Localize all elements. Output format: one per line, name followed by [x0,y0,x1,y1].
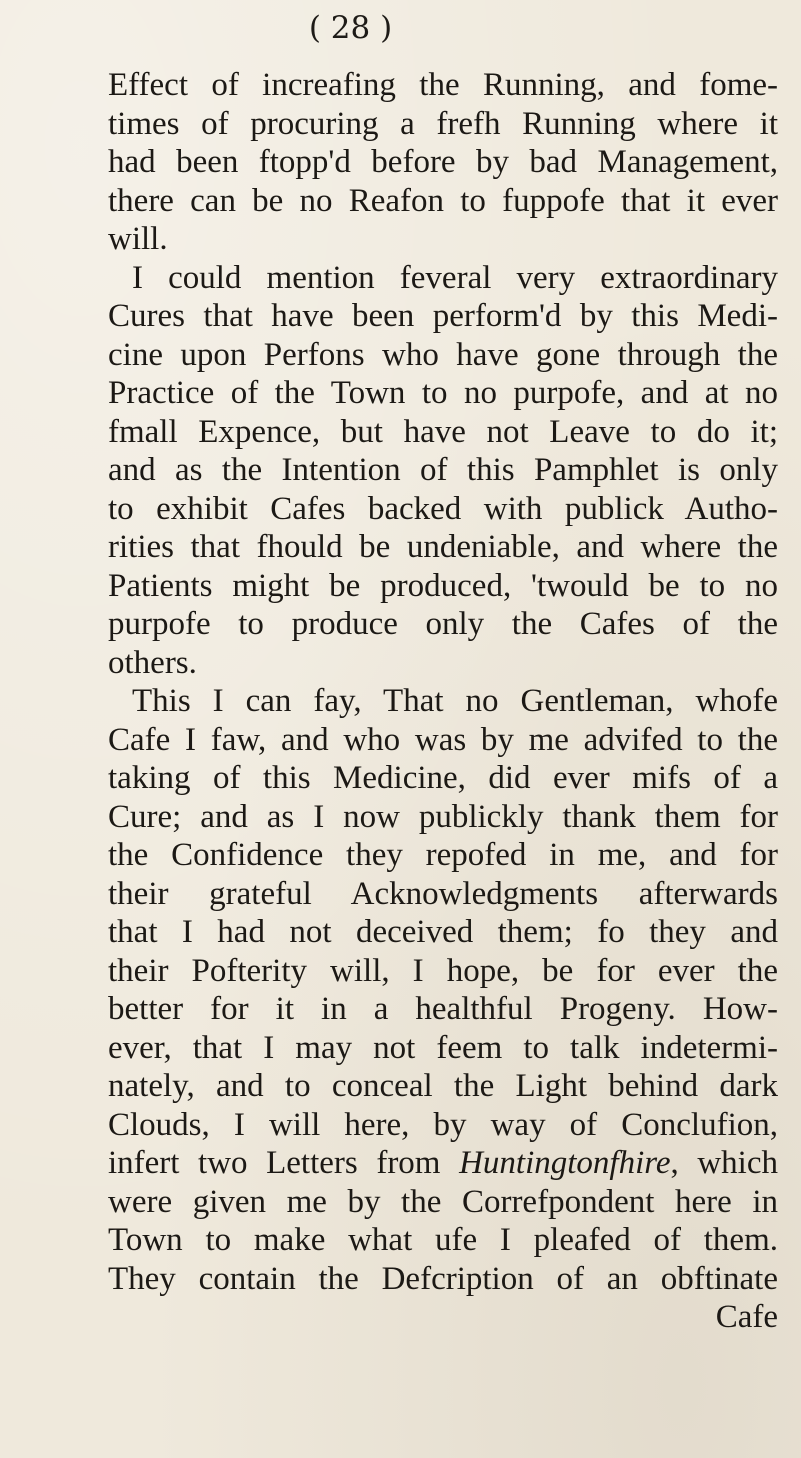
text-line: They contain the Defcription of an obftinate [108,1260,778,1297]
page-number: ( 28 ) [308,10,393,46]
text-line: others. [108,644,197,681]
text-line: I could mention feveral very extraordinary [132,259,778,296]
text-line: fmall Expence, but have not Leave to do it; [108,413,778,450]
body-text [108,66,778,1337]
text-line: rities that fhould be undeniable, and where the [108,529,778,565]
text-line: nately, and to conceal the Light behind dark [108,1068,778,1104]
text-line: and as the Intention of this Pamphlet is only [108,452,778,488]
text-line: times of procuring a frefh Running where it [108,105,778,142]
text-line: better for it in a healthful Progeny. How- [108,991,778,1027]
catchword: Cafe [715,1299,778,1335]
text-line: will. [108,221,168,257]
text-fragment: infert two Letters from [108,1145,460,1181]
text-line: their Pofterity will, I hope, be for ever the [108,952,778,989]
text-line: there can be no Reafon to fuppofe that it ever [108,182,778,219]
text-line: Town to make what ufe I pleafed of them. [108,1222,778,1258]
text-line: to exhibit Cafes backed with publick Autho- [108,490,778,527]
text-line: Clouds, I will here, by way of Conclufion, [108,1106,778,1143]
text-line: taking of this Medicine, did ever mifs of a [108,760,778,796]
text-line: Cures that have been perform'd by this Medi- [108,298,778,334]
text-line: the Confidence they repofed in me, and for [108,837,778,873]
text-line: had been ftopp'd before by bad Management, [108,144,778,180]
text-line [108,1144,778,1183]
text-line: ever, that I may not feem to talk indetermi- [108,1029,778,1066]
text-line: Cure; and as I now publickly thank them for [108,798,778,835]
text-line: cine upon Perfons who have gone through the [108,336,778,373]
text-line: their grateful Acknowledgments afterwards [108,875,778,912]
text-line: Practice of the Town to no purpofe, and at no [108,375,778,411]
place-name: Huntingtonfhire [459,1145,671,1181]
text-fragment: , which [670,1145,778,1181]
text-line: that I had not deceived them; fo they and [108,914,778,950]
text-line: Patients might be produced, 'twould be to no [108,567,778,604]
text-line: were given me by the Correfpondent here in [108,1183,778,1220]
text-line: Cafe I faw, and who was by me advifed to the [108,721,778,758]
text-line: purpofe to produce only the Cafes of the [108,606,778,642]
text-line: This I can fay, That no Gentleman, whofe [132,683,778,719]
text-line: Effect of increafing the Running, and fome- [108,67,778,103]
